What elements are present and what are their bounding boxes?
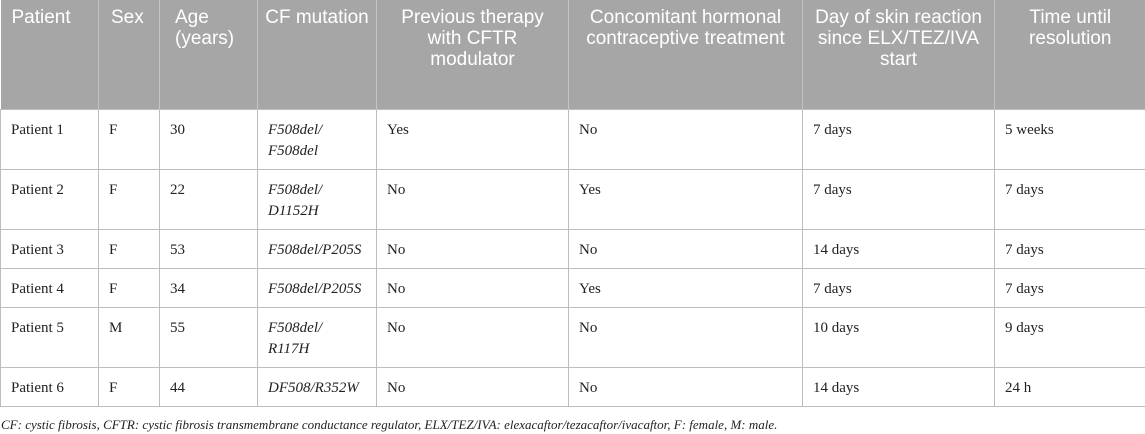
cell-sex: F	[99, 229, 160, 268]
cell-resolution: 7 days	[995, 169, 1145, 229]
cell-resolution: 9 days	[995, 307, 1145, 367]
cell-age: 30	[160, 109, 258, 169]
cell-patient: Patient 1	[1, 109, 99, 169]
table-row	[1, 229, 1145, 268]
header-resolution: Time until resolution	[995, 0, 1145, 109]
cell-day-of-reaction: 10 days	[803, 307, 995, 367]
cell-sex: F	[99, 268, 160, 307]
cell-patient: Patient 4	[1, 268, 99, 307]
cell-day-of-reaction: 14 days	[803, 229, 995, 268]
cell-day-of-reaction: 7 days	[803, 169, 995, 229]
cell-age: 22	[160, 169, 258, 229]
cell-sex: M	[99, 307, 160, 367]
cell-age: 55	[160, 307, 258, 367]
cell-age: 53	[160, 229, 258, 268]
cell-mutation: F508del/P205S	[258, 229, 377, 268]
cell-resolution: 5 weeks	[995, 109, 1145, 169]
cell-previous-therapy: No	[377, 367, 569, 406]
table-footnote: CF: cystic fibrosis, CFTR: cystic fibrosis transmembrane conductance regulator, ELX/TEZ/IVA: elexacaftor/tezacaftor/ivacaftor, F: female, M: male.	[1, 417, 778, 432]
header-previous-therapy: Previous therapy with CFTR modulator	[377, 0, 569, 109]
cell-contraceptive: Yes	[569, 268, 803, 307]
table-row	[1, 169, 1145, 229]
cell-resolution: 24 h	[995, 367, 1145, 406]
cell-patient: Patient 3	[1, 229, 99, 268]
cell-contraceptive: Yes	[569, 169, 803, 229]
cell-age: 44	[160, 367, 258, 406]
header-age: Age (years)	[160, 0, 258, 109]
cell-sex: F	[99, 109, 160, 169]
cell-mutation: DF508/R352W	[258, 367, 377, 406]
cell-contraceptive: No	[569, 367, 803, 406]
table-row	[1, 268, 1145, 307]
header-sex: Sex	[99, 0, 160, 109]
header-cf-mutation: CF mutation	[258, 0, 377, 109]
cell-day-of-reaction: 7 days	[803, 268, 995, 307]
cell-sex: F	[99, 367, 160, 406]
cell-day-of-reaction: 7 days	[803, 109, 995, 169]
cell-day-of-reaction: 14 days	[803, 367, 995, 406]
cell-previous-therapy: No	[377, 307, 569, 367]
cell-contraceptive: No	[569, 307, 803, 367]
cell-previous-therapy: No	[377, 229, 569, 268]
cell-mutation: F508del/P205S	[258, 268, 377, 307]
header-contraceptive: Concomitant hormonal contraceptive treatment	[569, 0, 803, 109]
table-row	[1, 109, 1145, 169]
cell-previous-therapy: Yes	[377, 109, 569, 169]
cell-patient: Patient 6	[1, 367, 99, 406]
cell-mutation: F508del/ D1152H	[258, 169, 377, 229]
cell-previous-therapy: No	[377, 268, 569, 307]
cell-previous-therapy: No	[377, 169, 569, 229]
cell-patient: Patient 2	[1, 169, 99, 229]
header-day-of-reaction: Day of skin reaction since ELX/TEZ/IVA start	[803, 0, 995, 109]
cell-mutation: F508del/ F508del	[258, 109, 377, 169]
table-row	[1, 367, 1145, 406]
header-row	[1, 0, 1145, 109]
cell-contraceptive: No	[569, 109, 803, 169]
table-row	[1, 307, 1145, 367]
cell-patient: Patient 5	[1, 307, 99, 367]
cell-resolution: 7 days	[995, 229, 1145, 268]
cell-age: 34	[160, 268, 258, 307]
cell-sex: F	[99, 169, 160, 229]
header-patient: Patient	[1, 0, 99, 109]
cell-resolution: 7 days	[995, 268, 1145, 307]
cell-contraceptive: No	[569, 229, 803, 268]
cell-mutation: F508del/ R117H	[258, 307, 377, 367]
